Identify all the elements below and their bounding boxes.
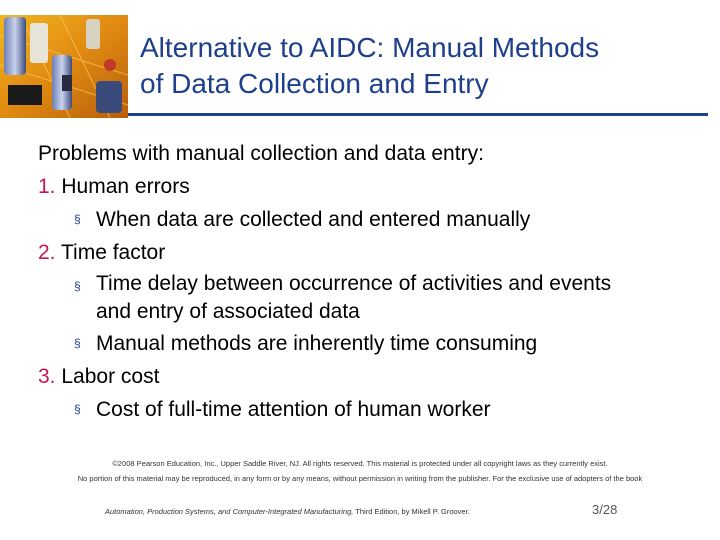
intro-text: Problems with manual collection and data entry: (38, 142, 484, 165)
sub-bullet (38, 327, 708, 360)
list-item-3 (38, 360, 708, 393)
square-bullet-icon: § (74, 336, 81, 350)
item-label: Labor cost (61, 365, 160, 388)
title-rule (128, 113, 708, 116)
sub-bullet (38, 203, 708, 236)
sub-bullet (38, 269, 708, 327)
page-number: 3/28 (592, 502, 618, 517)
slide-title (140, 30, 710, 102)
sub-bullet-text-continued: and entry of associated data (96, 300, 360, 323)
sub-bullet (38, 393, 708, 426)
book-edition: Third Edition, by Mikell P. Groover. (353, 507, 470, 516)
square-bullet-icon: § (74, 212, 81, 226)
copyright-footer (40, 456, 680, 486)
square-bullet-icon: § (74, 279, 81, 293)
book-citation (105, 507, 470, 516)
list-item-1 (38, 170, 708, 203)
sub-bullet-text: Time delay between occurrence of activities and events (96, 272, 612, 295)
book-title: Automation, Production Systems, and Computer-Integrated Manufacturing, (105, 507, 354, 516)
title-line-2: of Data Collection and Entry (140, 68, 489, 99)
title-line-1: Alternative to AIDC: Manual Methods (140, 32, 600, 63)
footer-line-1: ©2008 Pearson Education, Inc., Upper Saddle River, NJ. All rights reserved. This material is protected under all copyright laws as they currently exist. (112, 459, 608, 468)
sub-bullet-text: Cost of full-time attention of human worker (96, 398, 491, 421)
item-label: Time factor (60, 241, 166, 264)
item-number: 1. (38, 175, 56, 198)
item-label: Human errors (61, 175, 190, 198)
list-item-2 (38, 236, 708, 269)
footer-line-2: No portion of this material may be reproduced, in any form or by any means, without permission in writing from the publisher. For the exclusive use of adopters of the book (77, 474, 643, 483)
item-number: 2. (38, 241, 56, 264)
sub-bullet-text: Manual methods are inherently time consuming (96, 332, 538, 355)
item-number: 3. (38, 365, 56, 388)
sub-bullet-text: When data are collected and entered manually (96, 208, 531, 231)
circuit-board-photo (0, 15, 128, 118)
slide-body (38, 137, 708, 426)
square-bullet-icon: § (74, 402, 81, 416)
